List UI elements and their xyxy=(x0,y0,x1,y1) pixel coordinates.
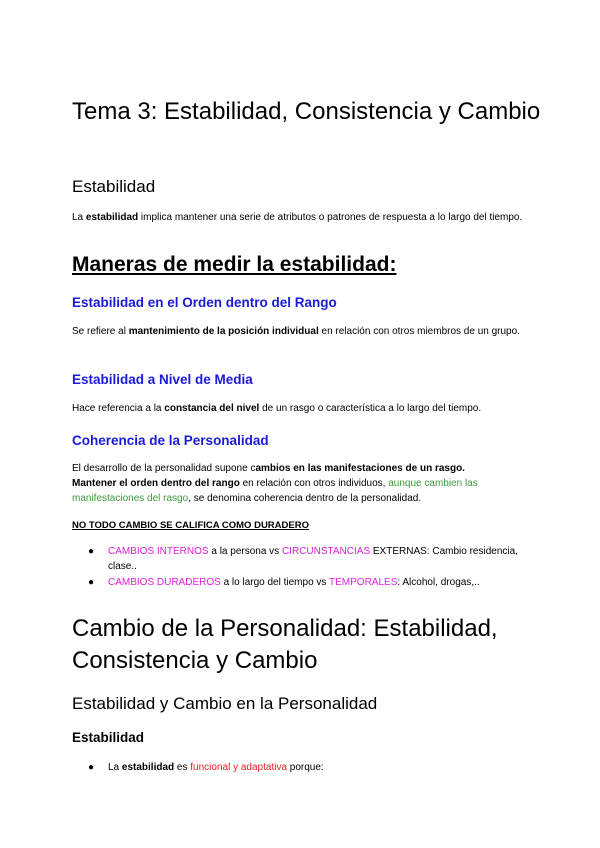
section-title-cambio: Cambio de la Personalidad: Estabilidad, Consistencia y Cambio xyxy=(72,615,498,674)
subheading-orden-rango: Estabilidad en el Orden dentro del Rango xyxy=(72,295,337,310)
bold-term: mantenimiento de la posición individual xyxy=(128,326,319,337)
text: implica mantener una serie de atributos o patrones de respuesta a lo largo del tiempo. xyxy=(138,212,523,223)
no-todo-cambio-heading: NO TODO CAMBIO SE CALIFICA COMO DURADERO xyxy=(72,520,309,531)
bold-term: ambios en las manifestaciones de un rasgo. xyxy=(255,463,465,474)
text: a la persona vs xyxy=(208,546,282,557)
text: La xyxy=(108,762,122,773)
red-text: funcional y adaptativa xyxy=(190,762,288,773)
text: Hace referencia a la xyxy=(72,403,165,414)
paragraph-nivel-media xyxy=(72,401,532,416)
text: es xyxy=(174,762,191,773)
green-text: aunque cambien las manifestaciones del rasgo xyxy=(72,478,478,504)
text: La xyxy=(72,212,86,223)
subheading-coherencia: Coherencia de la Personalidad xyxy=(72,433,269,448)
section-heading-maneras: Maneras de medir la estabilidad: xyxy=(72,253,397,276)
text: EXTERNAS: Cambio residencia, clase.. xyxy=(108,546,518,572)
subheading-estabilidad-bold: Estabilidad xyxy=(72,730,145,745)
text: en relación con otros miembros de un grupo. xyxy=(318,326,520,337)
subheading-nivel-media: Estabilidad a Nivel de Media xyxy=(72,372,253,387)
paragraph-coherencia xyxy=(72,461,532,506)
bold-term: Mantener el orden dentro del rango xyxy=(72,478,240,489)
magenta-text: CAMBIOS INTERNOS xyxy=(108,546,209,557)
text: Se refiere al xyxy=(72,326,129,337)
text: El desarrollo de la personalidad supone c xyxy=(72,463,256,474)
bold-term: estabilidad xyxy=(85,212,139,223)
paragraph-estabilidad xyxy=(72,210,532,225)
text: de un rasgo o característica a lo largo del tiempo. xyxy=(259,403,482,414)
bold-term: constancia del nivel xyxy=(164,403,260,414)
subheading-estabilidad-cambio: Estabilidad y Cambio en la Personalidad xyxy=(72,694,378,713)
bullet-icon: ● xyxy=(88,546,95,557)
text: a lo largo del tiempo vs xyxy=(220,577,330,588)
paragraph-orden-rango xyxy=(72,324,532,339)
bullet-icon: ● xyxy=(88,762,95,773)
list-item-text xyxy=(108,544,528,574)
list-item-text xyxy=(108,575,528,590)
list-item-text xyxy=(108,760,528,775)
section-heading-estabilidad: Estabilidad xyxy=(72,177,156,196)
bold-term: estabilidad xyxy=(121,762,175,773)
magenta-text: CAMBIOS DURADEROS xyxy=(108,577,221,588)
bullet-icon: ● xyxy=(88,577,95,588)
text: porque: xyxy=(287,762,324,773)
magenta-text: TEMPORALES xyxy=(329,577,398,588)
text: , se denomina coherencia dentro de la personalidad. xyxy=(188,493,422,504)
document-title: Tema 3: Estabilidad, Consistencia y Cambio xyxy=(72,98,541,125)
text: en relación con otros individuos, xyxy=(239,478,389,489)
magenta-text: CIRCUNSTANCIAS xyxy=(281,546,371,557)
text: : Alcohol, drogas,.. xyxy=(397,577,480,588)
